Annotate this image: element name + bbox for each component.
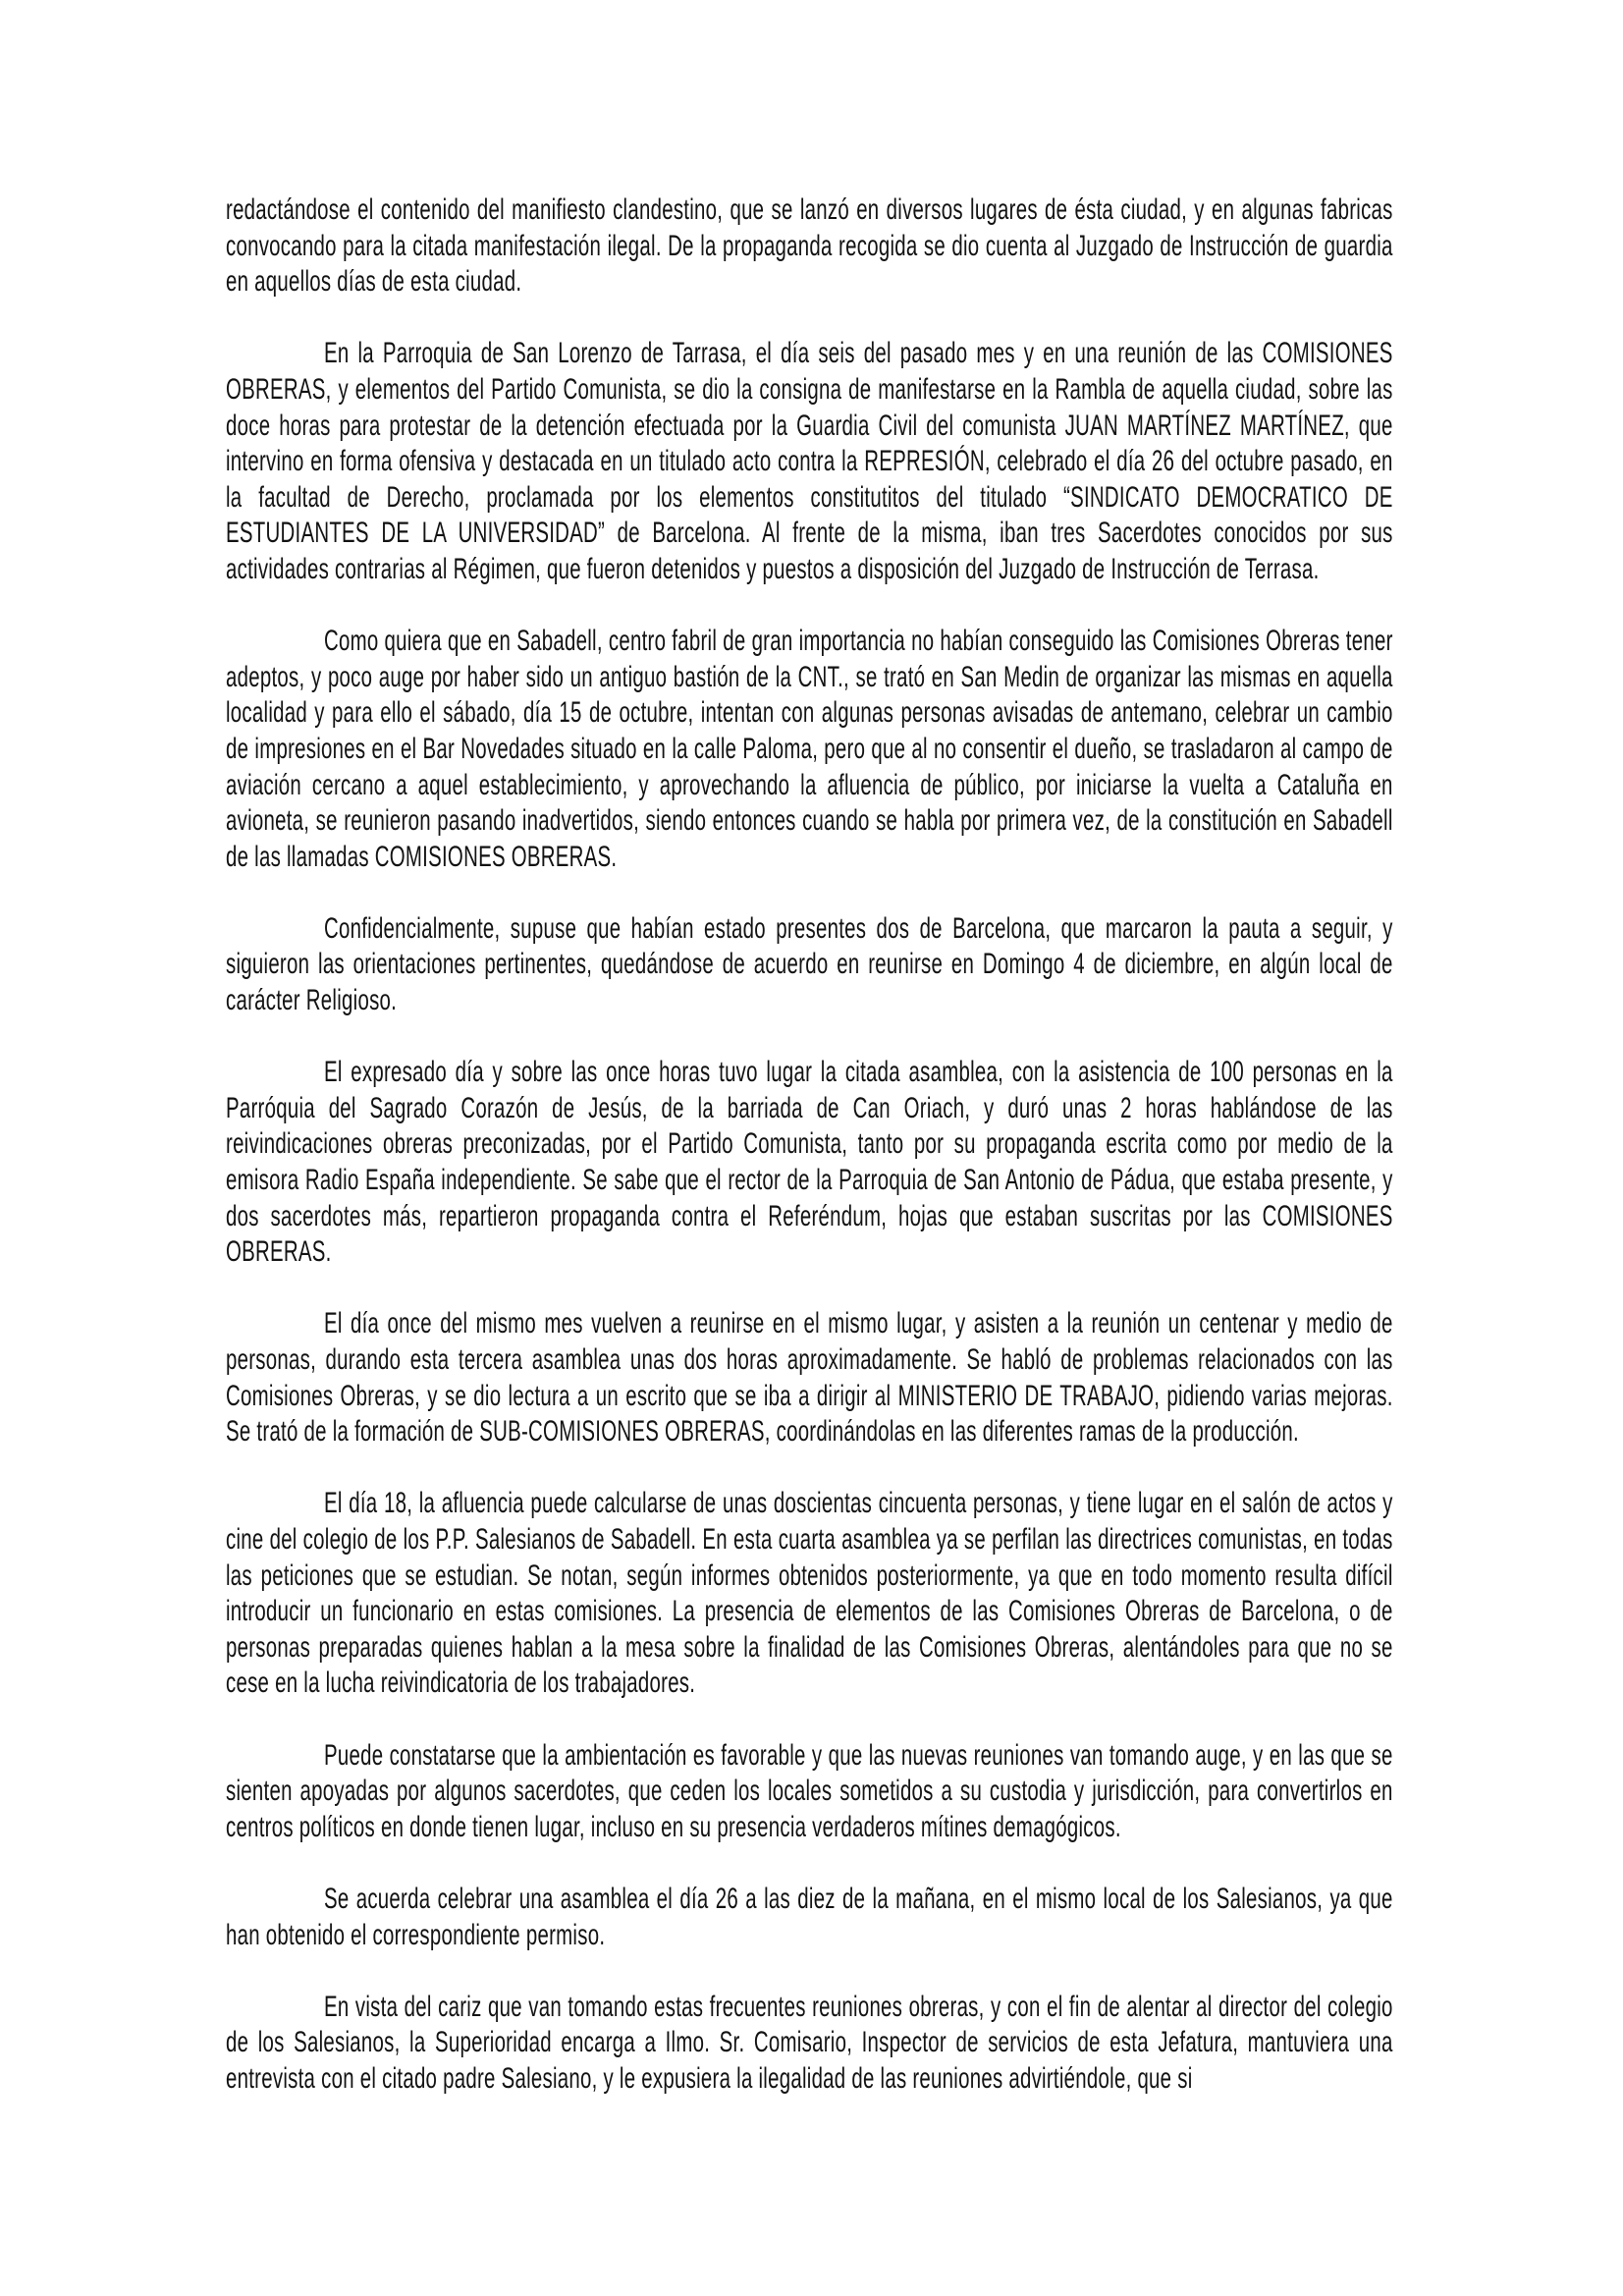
document-text-block	[226, 192, 1393, 2133]
paragraph: Puede constatarse que la ambientación es favorable y que las nuevas reuniones van tomando auge, y en las que se sienten apoyadas por algunos sacerdotes, que ceden los locales sometidos a su custodia y jurisdicción, para convertirlos en centros políticos en donde tienen lugar, incluso en su presencia verdaderos mítines demagógicos.	[226, 1738, 1393, 1843]
paragraph: Se acuerda celebrar una asamblea el día 26 a las diez de la mañana, en el mismo local de los Salesianos, ya que han obtenido el correspondiente permiso.	[226, 1882, 1393, 1951]
paragraph: En la Parroquia de San Lorenzo de Tarrasa, el día seis del pasado mes y en una reunión de las COMISIONES OBRERAS, y elementos del Partido Comunista, se dio la consigna de manifestarse en la Rambla de aquella ciudad, sobre las doce horas para protestar de la detención efectuada por la Guardia Civil del comunista JUAN MARTÍNEZ MARTÍNEZ, que intervino en forma ofensiva y destacada en un titulado acto contra la REPRESIÓN, celebrado el día 26 del octubre pasado, en la facultad de Derecho, proclamada por los elementos constitutitos del titulado “SINDICATO DEMOCRATICO DE ESTUDIANTES DE LA UNIVERSIDAD” de Barcelona. Al frente de la misma, iban tres Sacerdotes conocidos por sus actividades contrarias al Régimen, que fueron detenidos y puestos a disposición del Juzgado de Instrucción de Terrasa.	[226, 337, 1393, 585]
paragraph: Confidencialmente, supuse que habían estado presentes dos de Barcelona, que marcaron la pauta a seguir, y siguieron las orientaciones pertinentes, quedándose de acuerdo en reunirse en Domingo 4 de diciembre, en algún local de carácter Religioso.	[226, 911, 1393, 1017]
paragraph: El día 18, la afluencia puede calcularse de unas doscientas cincuenta personas, y tiene lugar en el salón de actos y cine del colegio de los P.P. Salesianos de Sabadell. En esta cuarta asamblea ya se perfilan las directrices comunistas, en todas las peticiones que se estudian. Se notan, según informes obtenidos posteriormente, ya que en todo momento resulta difícil introducir un funcionario en estas comisiones. La presencia de elementos de las Comisiones Obreras de Barcelona, o de personas preparadas quienes hablan a la mesa sobre la finalidad de las Comisiones Obreras, alentándoles para que no se cese en la lucha reivindicatoria de los trabajadores.	[226, 1487, 1393, 1700]
paragraph: El expresado día y sobre las once horas tuvo lugar la citada asamblea, con la asistencia de 100 personas en la Parróquia del Sagrado Corazón de Jesús, de la barriada de Can Oriach, y duró unas 2 horas hablándose de las reivindicaciones obreras preconizadas, por el Partido Comunista, tanto por su propaganda escrita como por medio de la emisora Radio España independiente. Se sabe que el rector de la Parroquia de San Antonio de Pádua, que estaba presente, y dos sacerdotes más, repartieron propaganda contra el Referéndum, hojas que estaban suscritas por las COMISIONES OBRERAS.	[226, 1056, 1393, 1269]
paragraph-continuation: redactándose el contenido del manifiesto clandestino, que se lanzó en diversos lugares de ésta ciudad, y en algunas fabricas convocando para la citada manifestación ilegal. De la propaganda recogida se dio cuenta al Juzgado de Instrucción de guardia en aquellos días de esta ciudad.	[226, 193, 1393, 299]
paragraph: El día once del mismo mes vuelven a reunirse en el mismo lugar, y asisten a la reunión un centenar y medio de personas, durando esta tercera asamblea unas dos horas aproximadamente. Se habló de problemas relacionados con las Comisiones Obreras, y se dio lectura a un escrito que se iba a dirigir al MINISTERIO DE TRABAJO, pidiendo varias mejoras. Se trató de la formación de SUB-COMISIONES OBRERAS, coordinándolas en las diferentes ramas de la producción.	[226, 1307, 1393, 1449]
paragraph: En vista del cariz que van tomando estas frecuentes reuniones obreras, y con el fin de alentar al director del colegio de los Salesianos, la Superioridad encarga a Ilmo. Sr. Comisario, Inspector de servicios de esta Jefatura, mantuviera una entrevista con el citado padre Salesiano, y le expusiera la ilegalidad de las reuniones advirtiéndole, que si	[226, 1990, 1393, 2095]
paragraph: Como quiera que en Sabadell, centro fabril de gran importancia no habían conseguido las Comisiones Obreras tener adeptos, y poco auge por haber sido un antiguo bastión de la CNT., se trató en San Medin de organizar las mismas en aquella localidad y para ello el sábado, día 15 de octubre, intentan con algunas personas avisadas de antemano, celebrar un cambio de impresiones en el Bar Novedades situado en la calle Paloma, pero que al no consentir el dueño, se trasladaron al campo de aviación cercano a aquel establecimiento, y aprovechando la afluencia de público, por iniciarse la vuelta a Cataluña en avioneta, se reunieron pasando inadvertidos, siendo entonces cuando se habla por primera vez, de la constitución en Sabadell de las llamadas COMISIONES OBRERAS.	[226, 625, 1393, 873]
